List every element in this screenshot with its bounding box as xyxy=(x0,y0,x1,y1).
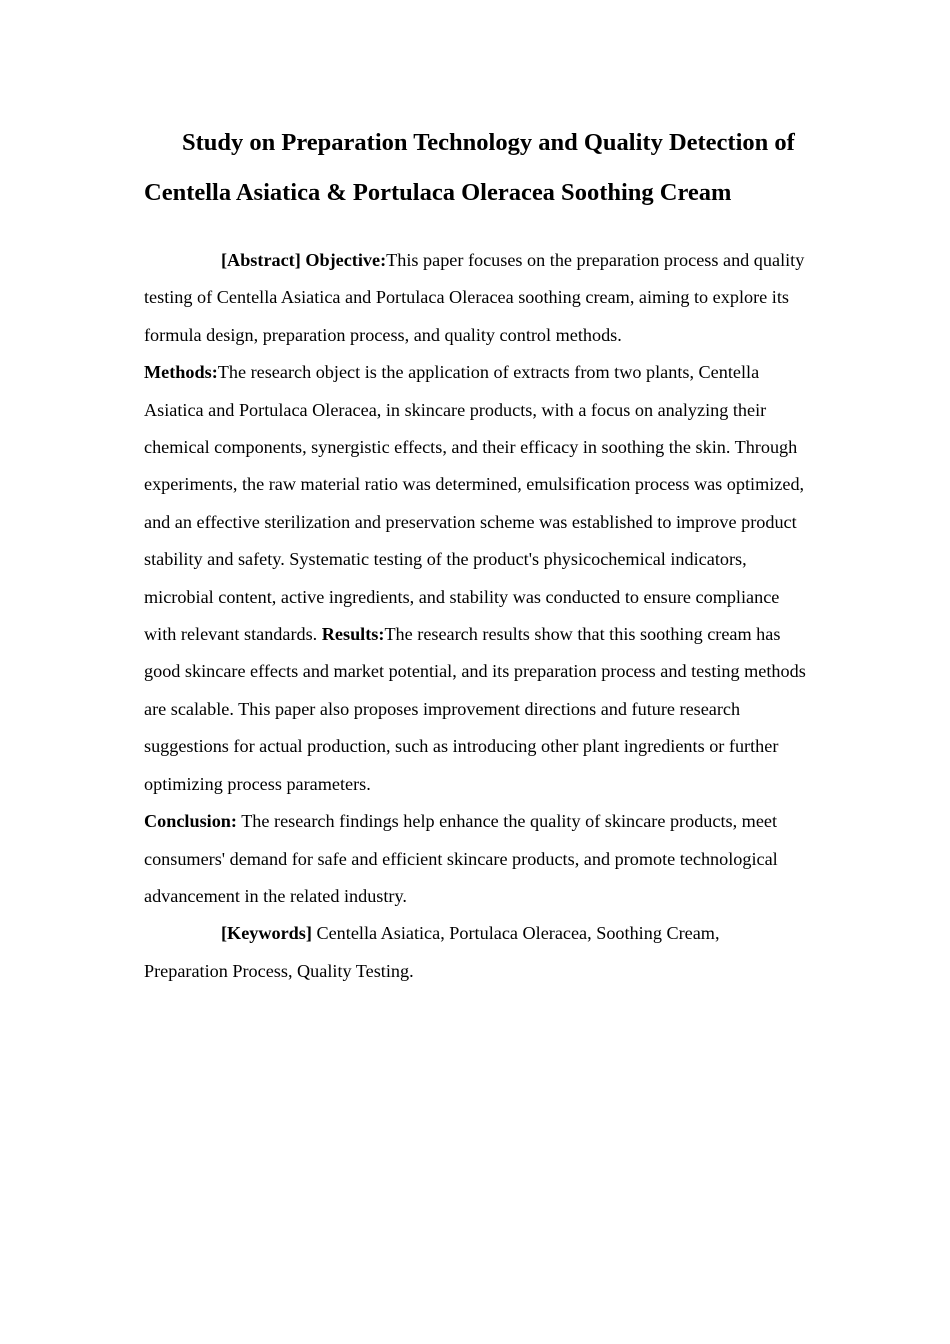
keywords-label: [Keywords] xyxy=(221,923,312,944)
abstract-methods-label: Methods: xyxy=(144,362,218,383)
abstract-paragraph xyxy=(144,242,806,915)
abstract-results-text: The research results show that this soothing cream has good skincare effects and market potential, and its preparation process and testing methods are scalable. This paper also proposes improvement directions and future research suggestions for actual production, such as introducing other plant ingredients or further optimizing process parameters. xyxy=(144,624,806,794)
abstract-methods-text: The research object is the application of extracts from two plants, Centella Asiatica and Portulaca Oleracea, in skincare products, with a focus on analyzing their chemical components, synergistic effects, and their efficacy in soothing the skin. Through experiments, the raw material ratio was determined, emulsification process was optimized, and an effective sterilization and preservation scheme was established to improve product stability and safety. Systematic testing of the product's physicochemical indicators, microbial content, active ingredients, and stability was conducted to ensure compliance with relevant standards. xyxy=(144,362,805,645)
keywords-text: Centella Asiatica, Portulaca Oleracea, Soothing Cream, Preparation Process, Quality Testing. xyxy=(144,923,720,981)
paper-body xyxy=(144,118,806,990)
keywords-paragraph xyxy=(144,915,806,990)
paper-title: Study on Preparation Technology and Quality Detection of Centella Asiatica & Portulaca Oleracea Soothing Cream xyxy=(144,129,795,206)
abstract-objective-text: This paper focuses on the preparation process and quality testing of Centella Asiatica and Portulaca Oleracea soothing cream, aiming to explore its formula design, preparation process, and quality control methods. xyxy=(144,250,805,345)
abstract-conclusion-label: Conclusion: xyxy=(144,811,237,832)
abstract-conclusion-text: The research findings help enhance the quality of skincare products, meet consumers' demand for safe and efficient skincare products, and promote technological advancement in the related industry. xyxy=(144,811,778,906)
abstract-objective-label: [Abstract] Objective: xyxy=(221,250,387,270)
abstract-results-label: Results: xyxy=(321,624,385,645)
